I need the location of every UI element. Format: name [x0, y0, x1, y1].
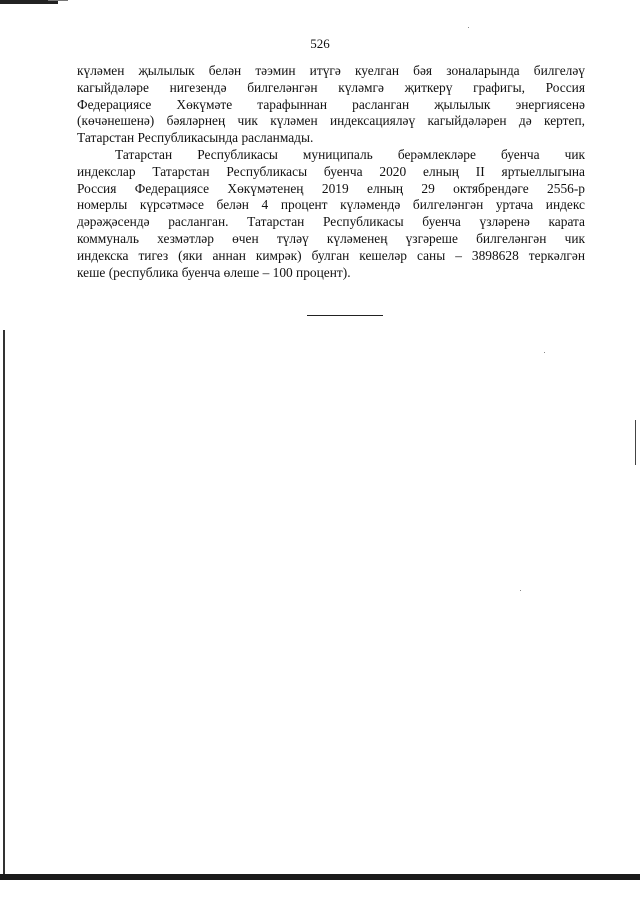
text-line: дәрәҗәсендә расланган. Татарстан Республикасы буенча үзләренә карата [77, 214, 585, 230]
text-line: кагыйдәләре нигезендә билгеләнгән күләмгә җиткерү графигы, Россия [77, 79, 585, 95]
scan-speck [520, 590, 521, 591]
page-number: 526 [310, 36, 330, 51]
document-body [77, 63, 585, 281]
text-line: Россия Федерациясе Хөкүмәтенең 2019 елның 29 октябрендәге 2556-р [77, 180, 585, 196]
scan-left-edge-artifact [3, 330, 5, 875]
text-line: Татарстан Республикасы муниципаль берәмлекләре буенча чик [115, 146, 585, 162]
text-line: индекслар Татарстан Республикасы буенча 2020 елның II яртыеллыгына [77, 163, 585, 179]
scan-speck [544, 352, 545, 353]
text-line: коммуналь хезмәтләр өчен түләү күләменең үзгәреше билгеләнгән чик [77, 230, 585, 246]
scan-top-edge-line [48, 0, 68, 1]
text-line: кеше (республика буенча өлеше – 100 процент). [77, 264, 351, 280]
scan-bottom-edge-artifact [0, 874, 640, 880]
text-line: (көчәнешенә) бәяләрнең чик күләмен индексацияләү кагыйдәләрен дә кертеп, [77, 113, 585, 129]
text-line: күләмен җылылык белән тәэмин итүгә куелган бәя зоналарында билгеләү [77, 63, 585, 78]
text-line: индекска тигез (яки аннан кимрәк) булган кешеләр саны – 3898628 теркәлгән [77, 247, 585, 263]
paragraph-2 [77, 147, 585, 281]
section-end-rule [307, 315, 383, 316]
paragraph-1 [77, 63, 585, 147]
text-line: Федерациясе Хөкүмәте тарафыннан расланган җылылык энергиясенә [77, 96, 585, 112]
scan-right-edge-artifact [635, 420, 636, 465]
text-line: Татарстан Республикасында расланмады. [77, 130, 314, 146]
scan-speck [468, 27, 469, 28]
text-line: номерлы күрсәтмәсе белән 4 процент күләмендә билгеләнгән уртача индекс [77, 197, 585, 213]
